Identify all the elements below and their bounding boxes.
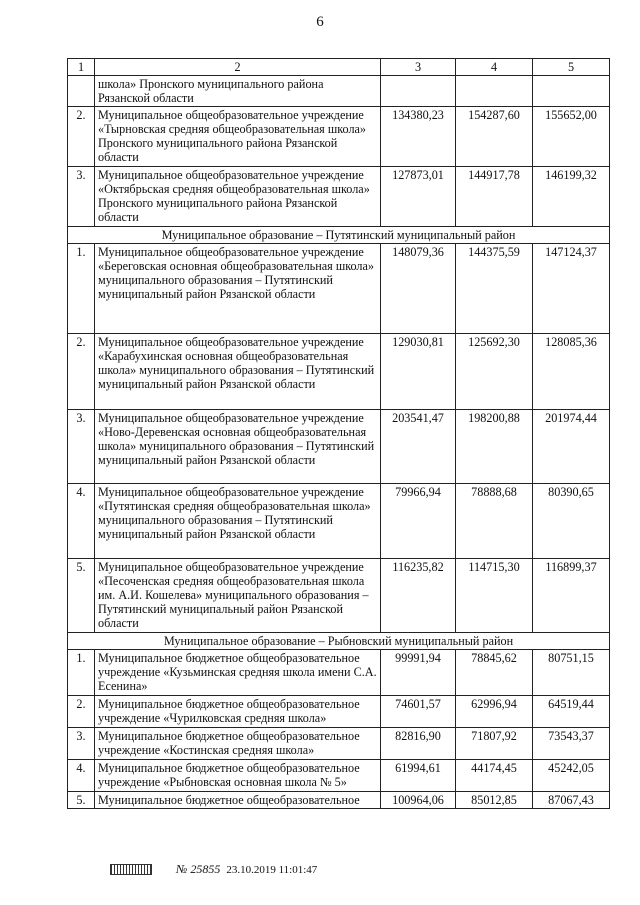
table-row — [68, 760, 610, 792]
value-col4: 71807,92 — [456, 728, 533, 760]
table-row — [68, 107, 610, 167]
school-name: Муниципальное бюджетное общеобразовательное — [95, 792, 381, 809]
value-col5: 116899,37 — [533, 559, 610, 633]
doc-timestamp: 23.10.2019 11:01:47 — [226, 863, 318, 876]
value-col5: 64519,44 — [533, 696, 610, 728]
value-col3 — [381, 76, 456, 107]
value-col4: 198200,88 — [456, 410, 533, 484]
value-col3: 100964,06 — [381, 792, 456, 809]
document-footer — [110, 862, 317, 877]
value-col4: 78845,62 — [456, 650, 533, 696]
value-col4: 144917,78 — [456, 167, 533, 227]
table-row — [68, 728, 610, 760]
value-col3: 99991,94 — [381, 650, 456, 696]
section-title: Муниципальное образование – Рыбновский муниципальный район — [68, 633, 610, 650]
school-name: Муниципальное общеобразовательное учреждение «Карабухинская основная общеобразовательная школа» муниципального образования – Путятинский муниципальный район Рязанской области — [95, 334, 381, 410]
header-cell-4: 4 — [456, 59, 533, 76]
table-row — [68, 696, 610, 728]
row-number: 1. — [68, 244, 95, 334]
value-col3: 129030,81 — [381, 334, 456, 410]
value-col5: 80390,65 — [533, 484, 610, 559]
row-number: 3. — [68, 167, 95, 227]
row-number: 5. — [68, 559, 95, 633]
table-row — [68, 167, 610, 227]
table-row — [68, 334, 610, 410]
page-number: 6 — [316, 14, 324, 30]
barcode-stamp — [110, 863, 170, 877]
value-col3: 61994,61 — [381, 760, 456, 792]
row-number: 2. — [68, 696, 95, 728]
table-row — [68, 484, 610, 559]
value-col3: 74601,57 — [381, 696, 456, 728]
school-name: Муниципальное общеобразовательное учреждение «Тырновская средняя общеобразовательная школа» Пронского муниципального района Рязанской области — [95, 107, 381, 167]
table-row — [68, 792, 610, 809]
value-col3: 203541,47 — [381, 410, 456, 484]
table-row — [68, 244, 610, 334]
school-name: Муниципальное бюджетное общеобразовательное учреждение «Чурилковская средняя школа» — [95, 696, 381, 728]
value-col4: 85012,85 — [456, 792, 533, 809]
barcode-icon — [110, 864, 152, 875]
value-col4: 144375,59 — [456, 244, 533, 334]
row-number: 2. — [68, 107, 95, 167]
value-col4: 125692,30 — [456, 334, 533, 410]
value-col5 — [533, 76, 610, 107]
row-number — [68, 76, 95, 107]
row-number: 5. — [68, 792, 95, 809]
value-col5: 87067,43 — [533, 792, 610, 809]
value-col5: 147124,37 — [533, 244, 610, 334]
value-col3: 127873,01 — [381, 167, 456, 227]
table-body — [68, 59, 610, 809]
school-name: Муниципальное общеобразовательное учреждение «Октябрьская средняя общеобразовательная школа» Пронского муниципального района Рязанской области — [95, 167, 381, 227]
school-name: школа» Пронского муниципального района Рязанской области — [95, 76, 381, 107]
header-cell-3: 3 — [381, 59, 456, 76]
header-cell-1: 1 — [68, 59, 95, 76]
value-col5: 45242,05 — [533, 760, 610, 792]
school-name: Муниципальное бюджетное общеобразовательное учреждение «Кузьминская средняя школа имени С.А. Есенина» — [95, 650, 381, 696]
row-number: 3. — [68, 410, 95, 484]
table-header-row — [68, 59, 610, 76]
section-row — [68, 633, 610, 650]
row-number: 4. — [68, 760, 95, 792]
value-col5: 73543,37 — [533, 728, 610, 760]
value-col4: 62996,94 — [456, 696, 533, 728]
row-number: 1. — [68, 650, 95, 696]
school-name: Муниципальное общеобразовательное учреждение «Путятинская средняя общеобразовательная школа» муниципального образования – Путятинский муниципальный район Рязанской области — [95, 484, 381, 559]
value-col3: 79966,94 — [381, 484, 456, 559]
table-row — [68, 76, 610, 107]
value-col4 — [456, 76, 533, 107]
header-cell-5: 5 — [533, 59, 610, 76]
value-col4: 44174,45 — [456, 760, 533, 792]
value-col3: 134380,23 — [381, 107, 456, 167]
table-row — [68, 650, 610, 696]
school-name: Муниципальное бюджетное общеобразовательное учреждение «Костинская средняя школа» — [95, 728, 381, 760]
school-name: Муниципальное бюджетное общеобразовательное учреждение «Рыбновская основная школа № 5» — [95, 760, 381, 792]
row-number: 3. — [68, 728, 95, 760]
value-col5: 146199,32 — [533, 167, 610, 227]
header-cell-2: 2 — [95, 59, 381, 76]
value-col3: 148079,36 — [381, 244, 456, 334]
value-col4: 78888,68 — [456, 484, 533, 559]
value-col3: 116235,82 — [381, 559, 456, 633]
value-col5: 128085,36 — [533, 334, 610, 410]
school-name: Муниципальное общеобразовательное учреждение «Песоченская средняя общеобразовательная школа им. А.И. Кошелева» муниципального образования – Путятинский муниципальный район Рязанской области — [95, 559, 381, 633]
value-col4: 114715,30 — [456, 559, 533, 633]
value-col5: 80751,15 — [533, 650, 610, 696]
table-row — [68, 410, 610, 484]
row-number: 2. — [68, 334, 95, 410]
value-col5: 155652,00 — [533, 107, 610, 167]
doc-number: № 25855 — [176, 862, 221, 876]
schools-table — [67, 58, 610, 809]
value-col5: 201974,44 — [533, 410, 610, 484]
school-name: Муниципальное общеобразовательное учреждение «Береговская основная общеобразовательная школа» муниципального образования – Путятинский муниципальный район Рязанской области — [95, 244, 381, 334]
value-col3: 82816,90 — [381, 728, 456, 760]
section-title: Муниципальное образование – Путятинский муниципальный район — [68, 227, 610, 244]
section-row — [68, 227, 610, 244]
school-name: Муниципальное общеобразовательное учреждение «Ново-Деревенская основная общеобразовательная школа» муниципального образования – Путятинский муниципальный район Рязанской области — [95, 410, 381, 484]
table-row — [68, 559, 610, 633]
value-col4: 154287,60 — [456, 107, 533, 167]
row-number: 4. — [68, 484, 95, 559]
